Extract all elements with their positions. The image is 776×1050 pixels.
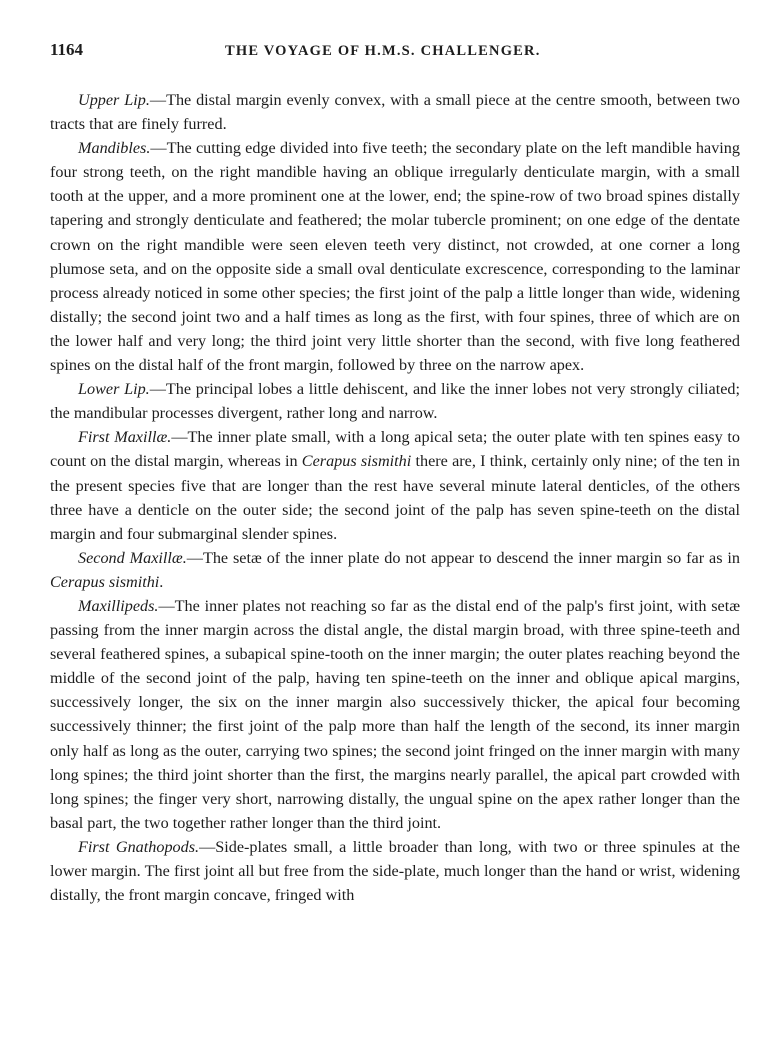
species-name: Cerapus sismithi (50, 572, 160, 591)
species-name: Cerapus sismithi (301, 452, 412, 471)
paragraph-lower-lip (50, 377, 740, 425)
paragraph-maxillipeds (50, 594, 740, 835)
paragraph-text: —The inner plate small, with a long apical seta; the outer plate with ten spines easy to count on the distal margin, whereas in (50, 428, 740, 471)
paragraph-text: —Side-plates small, a little broader than long, with two or three spinules at the lower margin. The first joint all but free from the side-plate, much longer than the hand or wrist, widening distally, the front margin concave, fringed with (50, 837, 740, 905)
section-heading-second-maxillae: Second Maxillæ. (78, 548, 187, 567)
paragraph-text: —The cutting edge divided into five teeth; the secondary plate on the left mandible having four strong teeth, on the right mandible having an oblique irregularly denticulate margin, with a small tooth at the upper, and a more prominent one at the lower, end; the spine-row of two broad spines distally tapering and strongly denticulate and feathered; the molar tubercle prominent; on one edge of the dentate crown on the right mandible were seen eleven teeth very distinct, not crowded, at one corner a long plumose seta, and on the opposite side a small oval denticulate excrescence, corresponding to the laminar process already noticed in some other species; the first joint of the palp a little longer than wide, widening distally; the second joint two and a half times as long as the first, with four spines, three of which are on the lower half and very long; the third joint very little shorter than the second, with five long feathered spines on the distal half of the front margin, followed by three on the narrow apex. (50, 139, 740, 375)
paragraph-text: —The setæ of the inner plate do not appear to descend the inner margin so far as in (186, 548, 740, 567)
paragraph-text: there are, I think, certainly only nine; of the ten in the present species five that are longer than the rest have several minute lateral denticles, of the others three have a denticle on the outer side; the second joint of the palp has seven spine-teeth on the distal margin and four submarginal slender spines. (50, 452, 740, 543)
paragraph-second-maxillae (50, 546, 740, 594)
section-heading-maxillipeds: Maxillipeds. (78, 596, 159, 615)
document-page (50, 40, 740, 907)
page-number: 1164 (50, 40, 84, 59)
section-heading-first-maxillae: First Maxillæ. (78, 428, 172, 447)
paragraph-text: —The distal margin evenly convex, with a small piece at the centre smooth, between two tracts that are finely furred. (50, 91, 740, 134)
paragraph-text: . (159, 572, 164, 591)
body-text (50, 88, 740, 907)
section-heading-first-gnathopods: First Gnathopods. (78, 837, 200, 856)
running-head: THE VOYAGE OF H.M.S. CHALLENGER. (225, 43, 541, 59)
section-heading-upper-lip: Upper Lip. (78, 91, 150, 109)
paragraph-text: —The principal lobes a little dehiscent, and like the inner lobes not very strongly ciliated; the mandibular processes divergent, rather long and narrow. (50, 380, 740, 423)
paragraph-first-gnathopods (50, 835, 740, 907)
paragraph-text: —The inner plates not reaching so far as the distal end of the palp's first joint, with setæ passing from the inner margin across the distal angle, the distal margin broad, with three spine-teeth and several feathered spines, a subapical spine-tooth on the inner margin; the outer plates reaching beyond the middle of the second joint of the palp, having ten spine-teeth on the inner and oblique apical margins, successively longer, the six on the inner margin also successively thicker, the apical four becoming successively thinner; the first joint of the palp more than half the length of the second, its inner margin only half as long as the outer, carrying two spines; the second joint fringed on the inner margin with many long spines; the third joint shorter than the first, the margins nearly parallel, the apical part crowded with long spines; the finger very short, narrowing distally, the ungual spine on the apex rather longer than the basal part, the two together rather longer than the third joint. (50, 596, 740, 832)
paragraph-upper-lip (50, 88, 740, 136)
section-heading-mandibles: Mandibles. (78, 139, 151, 158)
paragraph-first-maxillae (50, 425, 740, 545)
page-header (50, 40, 740, 74)
section-heading-lower-lip: Lower Lip. (78, 380, 150, 399)
paragraph-mandibles (50, 136, 740, 377)
